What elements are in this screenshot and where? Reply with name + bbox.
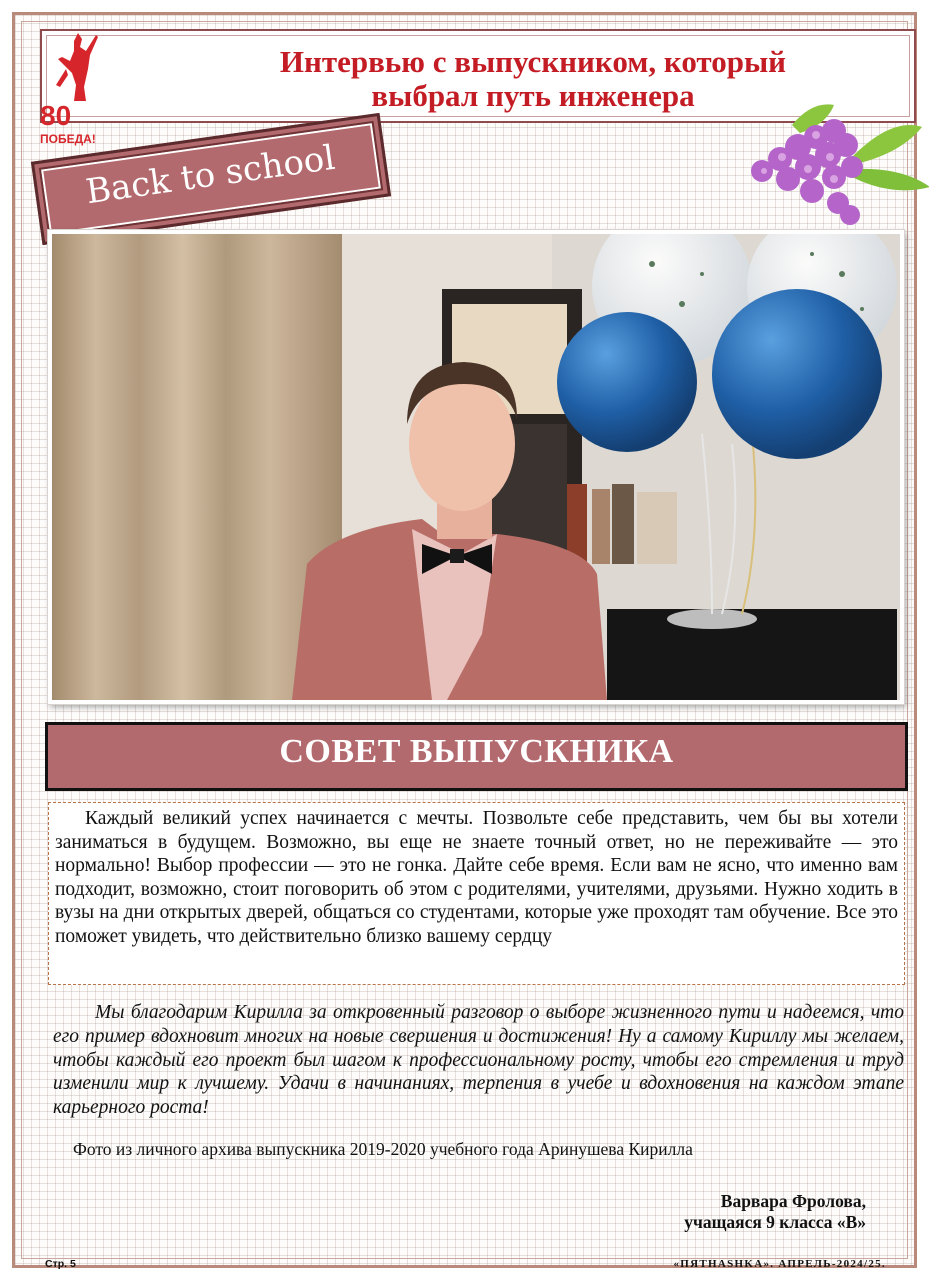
logo-number: 80	[40, 100, 72, 131]
author-signature	[684, 1191, 866, 1233]
graduate-photo	[48, 230, 904, 704]
advice-text: Каждый великий успех начинается с мечты. Позвольте себе представить, чем бы вы хотели заниматься в будущем. Возможно, вы еще не знаете точный ответ, но не переживайте — это нормально! Выбор профессии — это не гонка. Дайте себе время. Если вам не ясно, что именно вам подходит, возможно, стоит поговорить об этом с родителями, учителями, друзьями. Нужно ходить в вузы на дни открытых дверей, общаться со студентами, которые уже проходят там обучение. Все это поможет увидеть, что действительно близко вашему сердцу	[55, 808, 898, 947]
logo-caption: ПОБЕДА!	[40, 132, 96, 146]
thanks-paragraph: Мы благодарим Кирилла за откровенный разговор о выборе жизненного пути и надеемся, что его пример вдохновит многих на новые свершения и достижения! Ну а самому Кириллу мы желаем, чтобы каждый его проект был шагом к профессиональному росту, чтобы его стремления и труд изменили мир к лучшему. Удачи в начинаниях, терпения в учебе и вдохновения на каждом этапе карьерного роста!	[53, 1002, 904, 1119]
page-number: Стр. 5	[45, 1258, 76, 1270]
author-name: Варвара Фролова,	[720, 1191, 866, 1211]
victory-80-logo-icon	[38, 29, 108, 147]
advice-box	[48, 802, 905, 985]
photo-credit: Фото из личного архива выпускника 2019-2020 учебного года Аринушева Кирилла	[73, 1139, 693, 1159]
graduate-portrait-photo-icon	[52, 234, 900, 700]
issue-footer: «ПЯТНАSHKA». АПРЕЛЬ-2024/25.	[673, 1258, 886, 1270]
title-line-2: выбрал путь инженера	[371, 78, 695, 113]
back-to-school-text: Back to school	[83, 137, 338, 213]
title-line-1: Интервью с выпускником, который	[279, 44, 787, 79]
lilac-flower-icon	[742, 97, 929, 231]
author-role: учащаяся 9 класса «В»	[684, 1212, 866, 1232]
newspaper-page	[12, 12, 917, 1268]
section-heading: СОВЕТ ВЫПУСКНИКА	[279, 733, 674, 770]
section-heading-box	[45, 722, 908, 791]
